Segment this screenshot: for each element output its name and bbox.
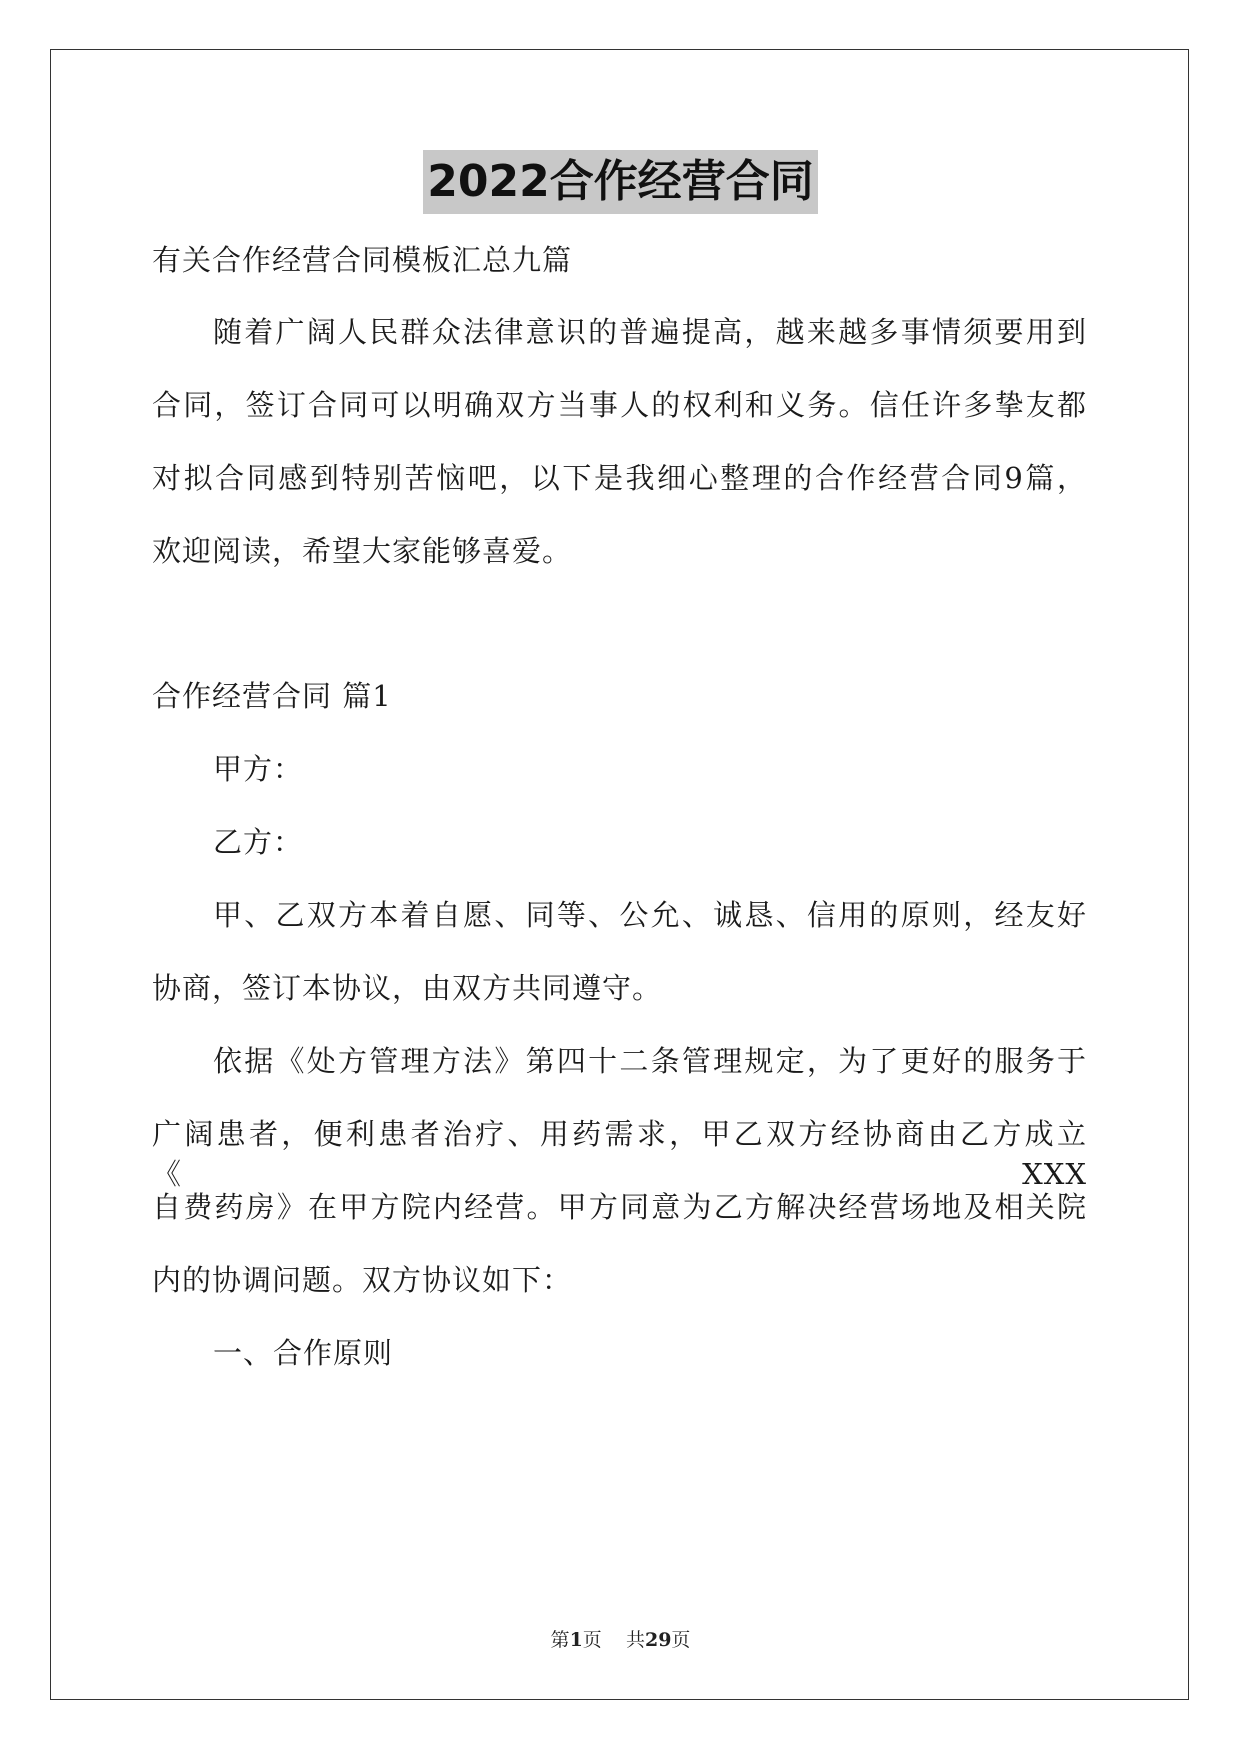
paragraph-line: 内的协调问题。双方协议如下： (152, 1263, 573, 1297)
section-heading: 合作经营合同 篇1 (152, 679, 392, 713)
party-a-label: 甲方： (213, 752, 304, 786)
paragraph-line: 广阔患者，便利患者治疗、用药需求，甲乙双方经协商由乙方成立《XXX (152, 1117, 1087, 1191)
document-title: 2022合作经营合同 (423, 150, 817, 214)
footer-middle: 页 共 (582, 1629, 645, 1651)
paragraph-line: 自费药房》在甲方院内经营。甲方同意为乙方解决经营场地及相关院 (152, 1190, 1087, 1224)
page-border (50, 49, 1189, 1700)
paragraph-line: 随着广阔人民群众法律意识的普遍提高，越来越多事情须要用到 (213, 315, 1087, 349)
section-heading: 一、合作原则 (213, 1336, 394, 1370)
paragraph-line: 协商，签订本协议，由双方共同遵守。 (152, 971, 663, 1005)
document-subtitle: 有关合作经营合同模板汇总九篇 (152, 243, 573, 277)
footer-total-pages: 29 (644, 1629, 672, 1651)
page-footer (0, 1626, 1241, 1654)
paragraph-line: 甲、乙双方本着自愿、同等、公允、诚恳、信用的原则，经友好 (213, 898, 1087, 932)
paragraph-line: 依据《处方管理方法》第四十二条管理规定，为了更好的服务于 (213, 1044, 1087, 1078)
title-container (0, 150, 1241, 214)
footer-suffix: 页 (671, 1629, 691, 1651)
footer-prefix: 第 (550, 1629, 570, 1651)
paragraph-line: 合同，签订合同可以明确双方当事人的权利和义务。信任许多挚友都 (152, 388, 1087, 422)
paragraph-line: 欢迎阅读，希望大家能够喜爱。 (152, 534, 573, 568)
party-b-label: 乙方： (213, 825, 304, 859)
paragraph-line: 对拟合同感到特别苦恼吧，以下是我细心整理的合作经营合同9篇， (152, 461, 1087, 495)
footer-current-page: 1 (569, 1629, 583, 1651)
